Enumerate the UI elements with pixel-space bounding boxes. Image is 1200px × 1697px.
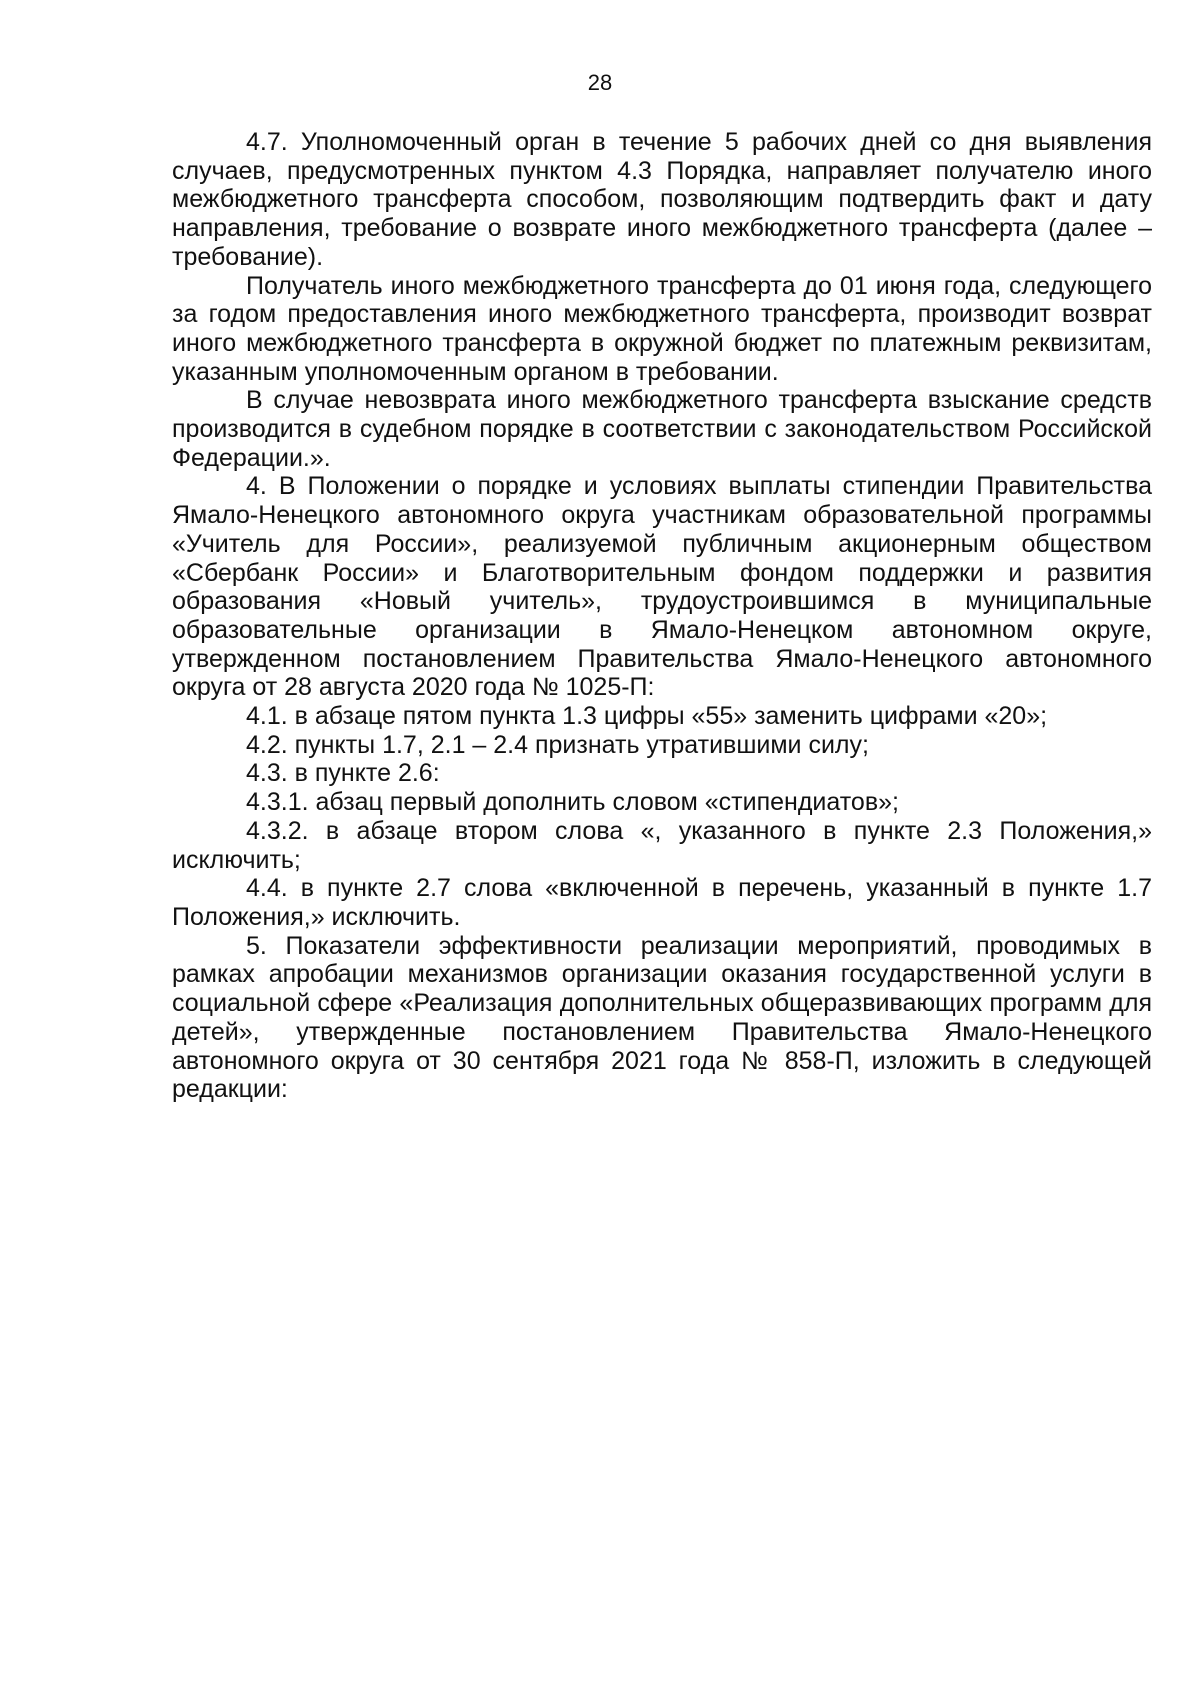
page-number: 28 (587, 70, 613, 95)
paragraph-4: 4. В Положении о порядке и условиях выплаты стипендии Правительства Ямало-Ненецкого автономного округа участникам образовательной программы «Учитель для России», реализуемой публичным акционерным обществом «Сбербанк России» и Благотворительным фондом поддержки и развития образования «Новый учитель», трудоустроившимся в муниципальные образовательные организации в Ямало-Ненецком автономном округе, утвержденном постановлением Правительства Ямало-Ненецкого автономного округа от 28 августа 2020 года № 1025-П: (172, 472, 1152, 702)
paragraph-4-1: 4.1. в абзаце пятом пункта 1.3 цифры «55» заменить цифрами «20»; (246, 702, 1048, 731)
paragraph-4-7: 4.7. Уполномоченный орган в течение 5 рабочих дней со дня выявления случаев, предусмотренных пунктом 4.3 Порядка, направляет получателю иного межбюджетного трансферта способом, позволяющим подтвердить факт и дату направления, требование о возврате иного межбюджетного трансферта (далее – требование). (172, 128, 1152, 271)
paragraph-4-4: 4.4. в пункте 2.7 слова «включенной в перечень, указанный в пункте 1.7 Положения,» исключить. (172, 874, 1152, 931)
paragraph-4-2: 4.2. пункты 1.7, 2.1 – 2.4 признать утратившими силу; (246, 730, 869, 759)
paragraph-non-return: В случае невозврата иного межбюджетного трансферта взыскание средств производится в судебном порядке в соответствии с законодательством Российской Федерации.». (172, 386, 1152, 472)
paragraph-5: 5. Показатели эффективности реализации мероприятий, проводимых в рамках апробации механизмов организации оказания государственной услуги в социальной сфере «Реализация дополнительных общеразвивающих программ для детей», утвержденные постановлением Правительства Ямало-Ненецкого автономного округа от 30 сентября 2021 года № 858-П, изложить в следующей редакции: (172, 931, 1152, 1104)
paragraph-4-3-2: 4.3.2. в абзаце втором слова «, указанного в пункте 2.3 Положения,» исключить; (172, 816, 1152, 874)
paragraph-4-3-1: 4.3.1. абзац первый дополнить словом «стипендиатов»; (246, 788, 899, 817)
paragraph-4-3: 4.3. в пункте 2.6: (246, 759, 440, 788)
document-body (172, 128, 1152, 1104)
paragraph-recipient-return: Получатель иного межбюджетного трансферта до 01 июня года, следующего за годом предоставления иного межбюджетного трансферта, производит возврат иного межбюджетного трансферта в окружной бюджет по платежным реквизитам, указанным уполномоченным органом в требовании. (172, 271, 1152, 386)
